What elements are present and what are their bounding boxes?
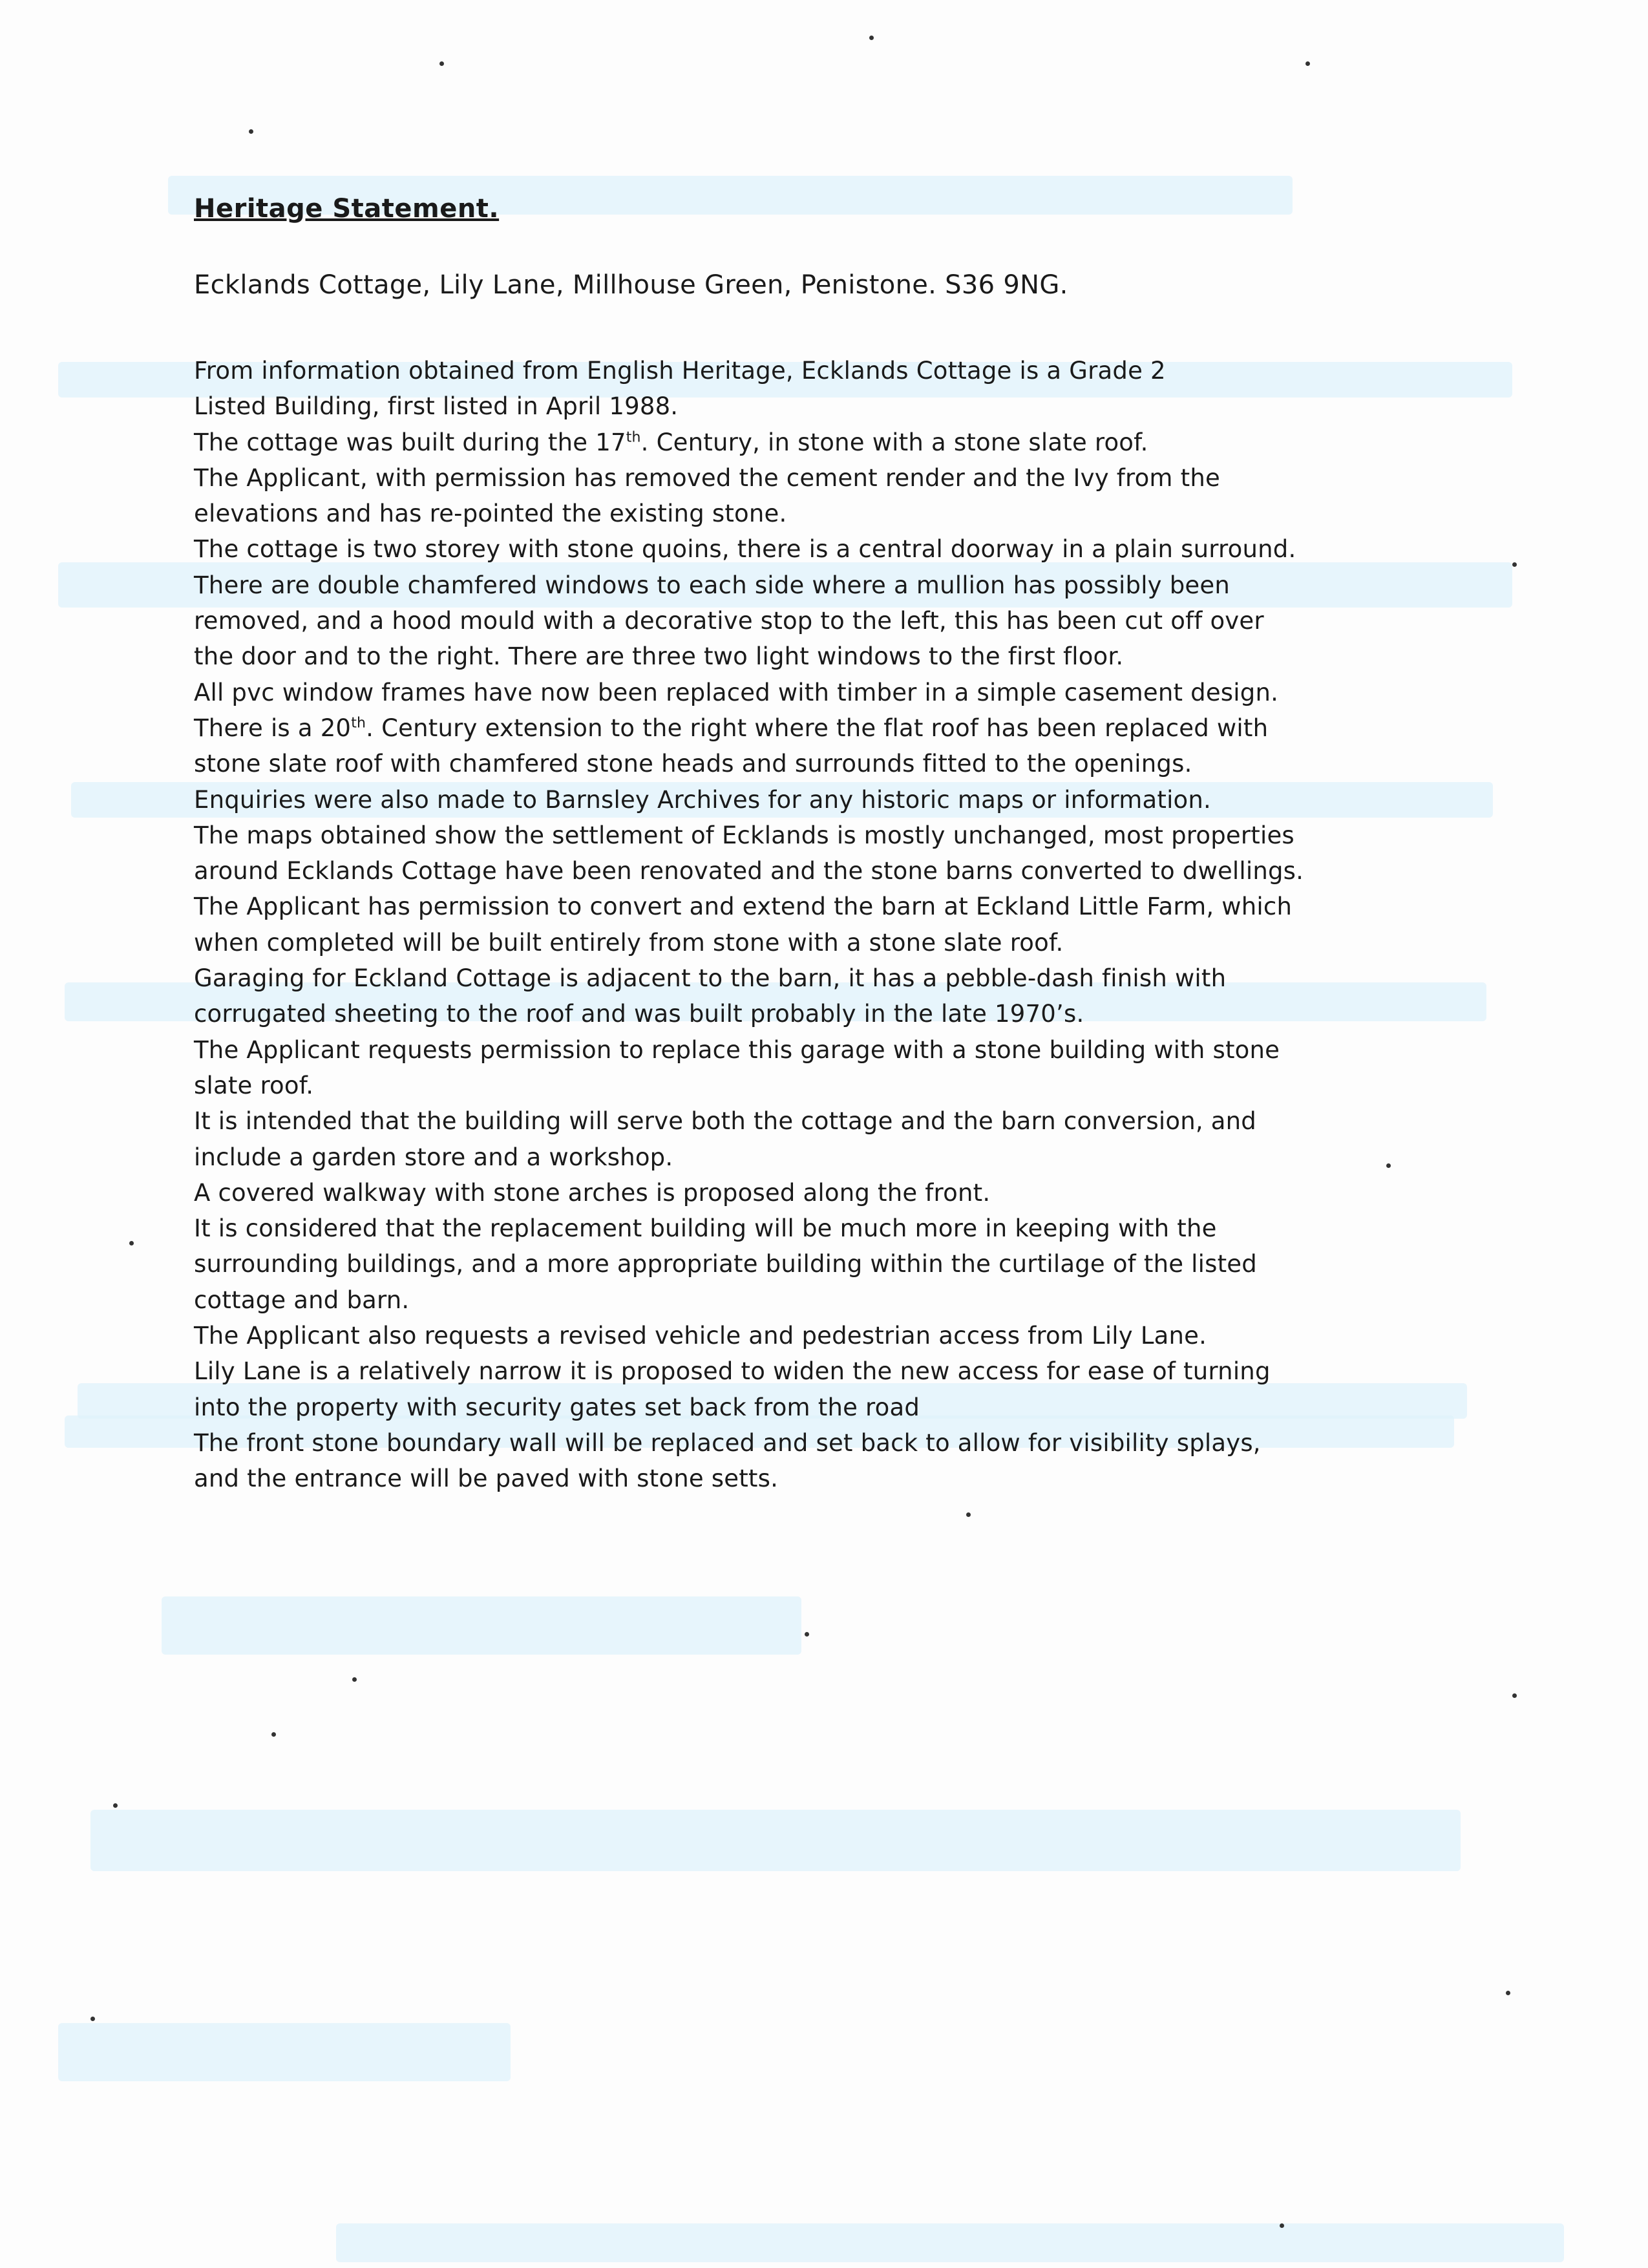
statement-line: It is considered that the replacement building will be much more in keeping with the	[194, 1214, 1217, 1243]
dust-speck	[271, 1732, 276, 1737]
scan-stripe	[90, 1810, 1461, 1871]
line-segment: . Century, in stone with a stone slate roof.	[640, 428, 1148, 456]
line-segment: The cottage was built during the 17	[194, 428, 626, 456]
property-address: Ecklands Cottage, Lily Lane, Millhouse Green, Penistone. S36 9NG.	[194, 270, 1068, 300]
ordinal-suffix: th	[626, 429, 641, 446]
line-segment: There is a 20	[194, 714, 352, 742]
statement-line: All pvc window frames have now been replaced with timber in a simple casement design.	[194, 678, 1279, 706]
dust-speck	[352, 1677, 357, 1682]
statement-body	[194, 353, 1422, 1497]
statement-line: The maps obtained show the settlement of Ecklands is mostly unchanged, most properties	[194, 821, 1294, 849]
statement-line: Lily Lane is a relatively narrow it is proposed to widen the new access for ease of turning	[194, 1357, 1271, 1386]
scan-stripe	[162, 1596, 801, 1655]
dust-speck	[966, 1512, 971, 1517]
dust-speck	[1512, 1693, 1517, 1698]
dust-speck	[439, 61, 444, 66]
statement-line: The Applicant also requests a revised vehicle and pedestrian access from Lily Lane.	[194, 1322, 1207, 1350]
statement-line: cottage and barn.	[194, 1286, 410, 1314]
dust-speck	[249, 129, 253, 134]
statement-line: and the entrance will be paved with stone setts.	[194, 1465, 779, 1493]
statement-line: corrugated sheeting to the roof and was built probably in the late 1970’s.	[194, 1000, 1084, 1028]
document-heading: Heritage Statement.	[194, 194, 500, 224]
statement-line: There are double chamfered windows to each side where a mullion has possibly been	[194, 571, 1231, 599]
statement-line: stone slate roof with chamfered stone heads and surrounds fitted to the openings.	[194, 750, 1192, 778]
statement-line: It is intended that the building will serve both the cottage and the barn conversion, and	[194, 1107, 1256, 1136]
dust-speck	[113, 1803, 118, 1808]
statement-line: The Applicant has permission to convert and extend the barn at Eckland Little Farm, which	[194, 893, 1293, 921]
dust-speck	[129, 1241, 134, 1245]
statement-line: elevations and has re-pointed the existing stone.	[194, 500, 787, 528]
statement-line: The cottage is two storey with stone quoins, there is a central doorway in a plain surround.	[194, 535, 1296, 564]
dust-speck	[869, 36, 874, 40]
scan-stripe	[336, 2223, 1564, 2262]
dust-speck	[805, 1632, 809, 1637]
dust-speck	[1506, 1991, 1510, 1995]
dust-speck	[1512, 562, 1517, 567]
scan-stripe	[58, 2023, 511, 2081]
statement-line: Listed Building, first listed in April 1988.	[194, 392, 679, 421]
statement-line	[194, 425, 1422, 460]
statement-line: Garaging for Eckland Cottage is adjacent to the barn, it has a pebble-dash finish with	[194, 964, 1227, 993]
statement-line: From information obtained from English Heritage, Ecklands Cottage is a Grade 2	[194, 357, 1166, 385]
statement-line: when completed will be built entirely from stone with a stone slate roof.	[194, 928, 1064, 957]
statement-line: The Applicant requests permission to replace this garage with a stone building with stone	[194, 1035, 1280, 1064]
statement-line	[194, 710, 1422, 746]
heritage-statement-document	[194, 194, 1422, 1497]
statement-line: removed, and a hood mould with a decorative stop to the left, this has been cut off over	[194, 607, 1264, 635]
statement-line: into the property with security gates set back from the road	[194, 1393, 920, 1421]
dust-speck	[90, 2017, 95, 2021]
dust-speck	[1305, 61, 1310, 66]
statement-line: surrounding buildings, and a more appropriate building within the curtilage of the listed	[194, 1250, 1257, 1278]
statement-line: include a garden store and a workshop.	[194, 1143, 673, 1171]
dust-speck	[1280, 2223, 1284, 2228]
statement-line: Enquiries were also made to Barnsley Archives for any historic maps or information.	[194, 785, 1211, 814]
statement-line: A covered walkway with stone arches is proposed along the front.	[194, 1178, 991, 1207]
statement-line: around Ecklands Cottage have been renovated and the stone barns converted to dwellings.	[194, 857, 1304, 885]
line-segment: . Century extension to the right where the flat roof has been replaced with	[366, 714, 1269, 742]
statement-line: The front stone boundary wall will be replaced and set back to allow for visibility splays,	[194, 1428, 1261, 1457]
statement-line: slate roof.	[194, 1071, 314, 1099]
statement-line: the door and to the right. There are three two light windows to the first floor.	[194, 642, 1124, 671]
statement-line: The Applicant, with permission has removed the cement render and the Ivy from the	[194, 463, 1220, 492]
ordinal-suffix: th	[351, 715, 366, 732]
